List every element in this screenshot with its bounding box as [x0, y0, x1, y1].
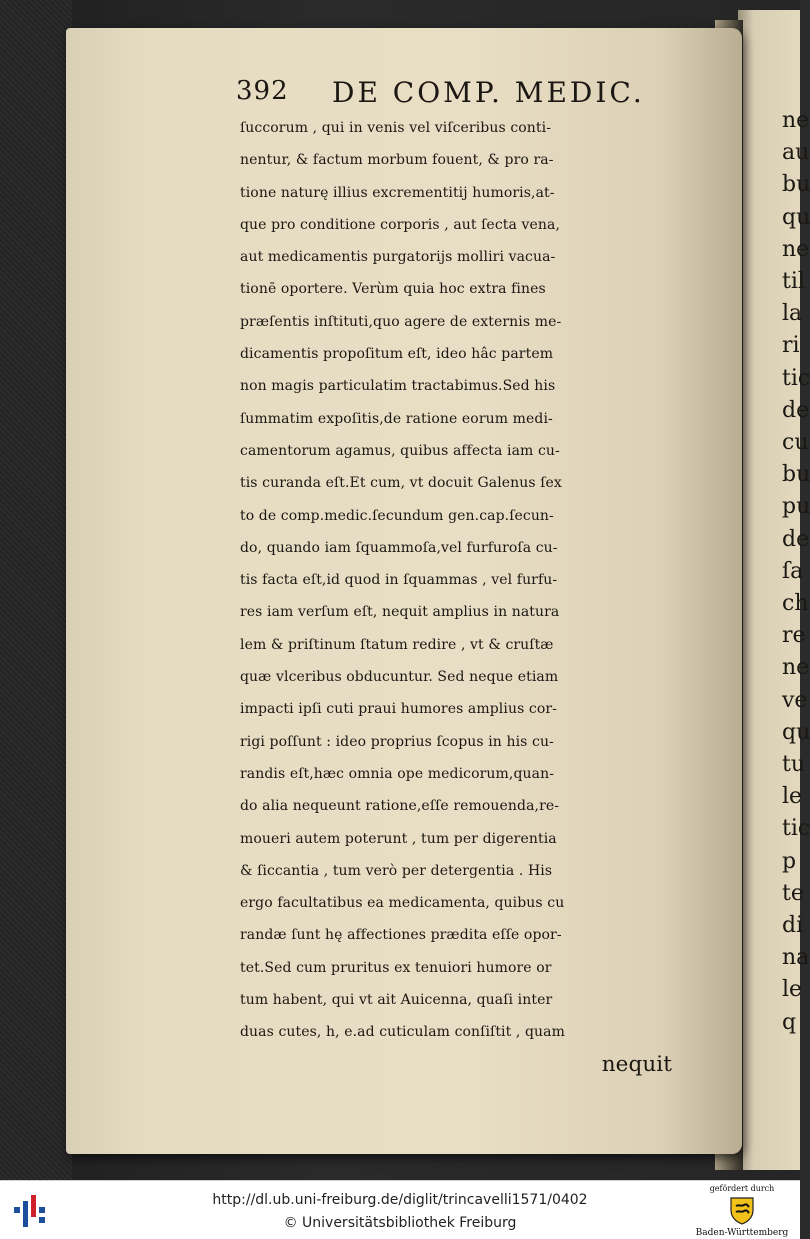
- facing-page-fragment: ne: [782, 108, 810, 133]
- facing-page-fragment: q: [782, 1009, 797, 1035]
- catchword: nequit: [601, 1051, 672, 1077]
- facing-page-fragment: le: [782, 784, 803, 810]
- text-line: tione naturę illius excrementitij humoris,at-: [240, 184, 555, 201]
- text-line: tis curanda eſt.Et cum, vt docuit Galenus ſex: [240, 475, 562, 492]
- facing-page-fragment: tic: [782, 816, 810, 842]
- viewer-footer: [0, 1180, 800, 1239]
- page-number: 392: [236, 76, 289, 106]
- text-line: ſuccorum , qui in venis vel viſceribus conti-: [240, 120, 552, 136]
- page-header: [236, 76, 656, 110]
- text-line: dicamentis propoſitum eſt, ideo hâc partem: [240, 346, 554, 363]
- text-line: præſentis inſtituti,quo agere de externis me-: [240, 313, 562, 330]
- text-line: res iam verſum eſt, nequit amplius in natura: [240, 604, 560, 621]
- text-line: tet.Sed cum pruritus ex tenuiori humore or: [240, 959, 552, 976]
- facing-page-fragment: di: [782, 913, 804, 938]
- facing-page-fragment: ſa: [782, 558, 804, 584]
- facing-page-fragment: qu: [782, 204, 810, 230]
- running-head: DE COMP. MEDIC.: [332, 76, 645, 109]
- text-line: & ſiccantia , tum verò per detergentia . His: [240, 862, 553, 879]
- facing-page-fragment: tu: [782, 752, 806, 777]
- text-line: tis facta eſt,id quod in ſquammas , vel furfu-: [240, 572, 558, 589]
- facing-page-fragment: te: [782, 880, 804, 906]
- text-line: camentorum agamus, quibus affecta iam cu-: [240, 442, 560, 459]
- text-line: que pro conditione corporis , aut ſecta vena,: [240, 216, 560, 233]
- text-line: randis eſt,hæc omnia ope medicorum,quan-: [240, 765, 555, 782]
- text-line: lem & priſtinum ſtatum redire , vt & cruſtæ: [240, 636, 554, 653]
- facing-page-fragment: bu: [782, 462, 810, 488]
- facing-page-fragment: de: [782, 397, 810, 423]
- facing-page-fragment: de: [782, 526, 810, 552]
- facing-page-fragment: bu: [782, 172, 810, 198]
- text-line: tionē oportere. Verùm quia hoc extra fines: [240, 281, 546, 298]
- text-line: tum habent, qui vt ait Auicenna, quaſi inter: [240, 992, 553, 1009]
- text-line: do alia nequeunt ratione,eſſe remouenda,re-: [240, 798, 560, 815]
- text-line: nentur, & factum morbum fouent, & pro ra-: [240, 152, 554, 169]
- facing-page-fragment: ve: [782, 687, 808, 713]
- facing-page-fragment: la: [782, 301, 803, 327]
- text-line: duas cutes, h, e.ad cuticulam conſiſtit , quam: [240, 1024, 565, 1041]
- facing-page-fragment: le: [782, 977, 803, 1003]
- facing-page-fragment: qu: [782, 719, 810, 745]
- facing-page-fragment: au: [782, 140, 810, 166]
- text-line: quæ vlceribus obducuntur. Sed neque etiam: [240, 669, 559, 686]
- facing-page-fragment: tic: [782, 365, 810, 391]
- facing-page-fragment: ne: [782, 655, 810, 681]
- page-body: [240, 112, 700, 1081]
- text-line: do, quando iam ſquammoſa,vel furfuroſa cu-: [240, 539, 558, 556]
- sponsor-caption: gefördert durch: [709, 1184, 775, 1193]
- facing-page: [738, 10, 810, 1170]
- text-line: rigi poſſunt : ideo proprius ſcopus in his cu-: [240, 733, 554, 750]
- facing-page-fragment: pu: [782, 494, 810, 520]
- sponsor-badge: [690, 1184, 794, 1238]
- text-line: ſummatim expoſitis,de ratione eorum medi-: [240, 410, 553, 427]
- facing-page-fragment: p: [782, 848, 797, 874]
- facing-page-fragment: ri: [782, 333, 800, 359]
- text-line: moueri autem poterunt , tum per digerentia: [240, 830, 557, 847]
- text-line: non magis particulatim tractabimus.Sed his: [240, 378, 556, 395]
- facing-page-fragment: re: [782, 623, 806, 649]
- text-line: ergo facultatibus ea medicamenta, quibus cu: [240, 895, 565, 912]
- coat-of-arms-icon: [728, 1195, 756, 1225]
- copyright-notice: © Universitätsbibliothek Freiburg: [283, 1215, 517, 1231]
- book-cover-left: [0, 0, 72, 1180]
- text-line: impacti ipſi cuti praui humores amplius cor-: [240, 701, 557, 718]
- facing-page-fragment: til: [782, 269, 805, 294]
- facing-page-fragment: na: [782, 945, 810, 971]
- facing-page-fragment: cu: [782, 430, 809, 455]
- sponsor-name: Baden-Württemberg: [695, 1228, 789, 1238]
- permalink-url[interactable]: http://dl.ub.uni-freiburg.de/diglit/trincavelli1571/0402: [212, 1192, 588, 1208]
- text-line: aut medicamentis purgatorijs molliri vacua-: [240, 249, 556, 266]
- text-line: to de comp.medic.ſecundum gen.cap.ſecun-: [240, 507, 554, 524]
- text-line: randæ ſunt hę affectiones prædita eſſe opor-: [240, 927, 562, 944]
- facing-page-fragment: ne: [782, 236, 810, 262]
- facing-page-fragment: ch: [782, 591, 809, 616]
